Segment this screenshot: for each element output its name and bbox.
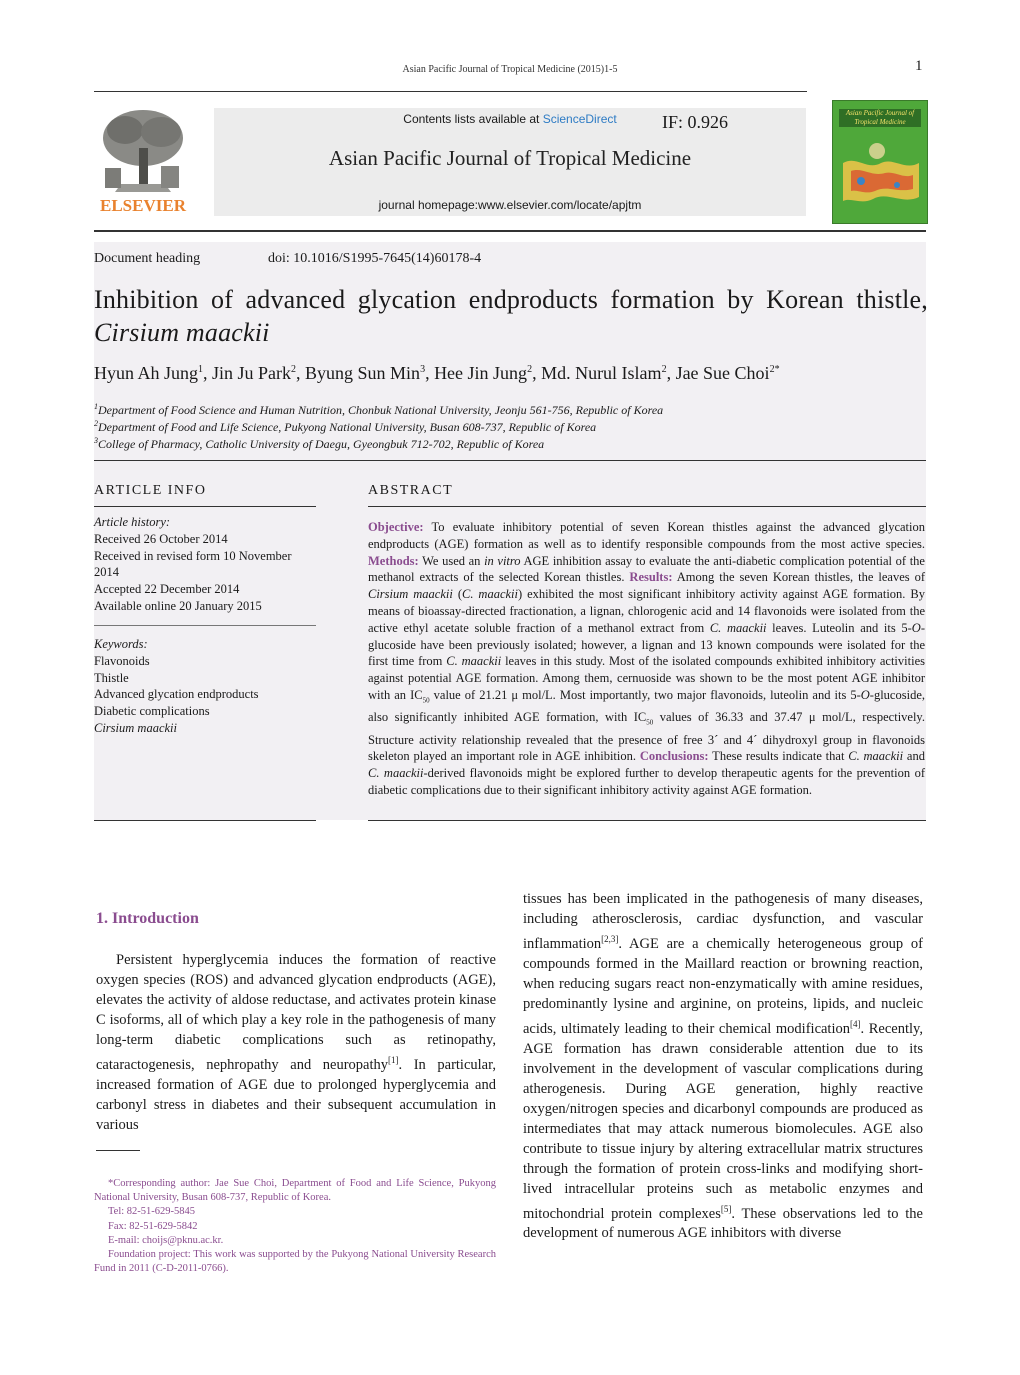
results-text: leaves. Luteolin and its 5- — [766, 620, 912, 635]
keywords — [94, 636, 259, 737]
author-affil-mark: 2 — [527, 364, 533, 375]
affiliation-mark: 1 — [94, 402, 98, 411]
methods-text: We used an — [418, 553, 485, 568]
objective-label: Objective: — [368, 520, 424, 534]
affiliation-rule — [94, 460, 926, 461]
footnotes — [94, 1177, 496, 1276]
footnote-rule — [96, 1150, 140, 1151]
email[interactable]: E-mail: choijs@pknu.ac.kr. — [108, 1234, 224, 1246]
running-head: Asian Pacific Journal of Tropical Medicine (2015)1-5 — [402, 64, 618, 75]
contents-prefix: Contents lists available at — [403, 112, 543, 126]
introduction-heading: 1. Introduction — [96, 910, 199, 927]
fax: Fax: 82-51-629-5842 — [108, 1220, 198, 1232]
results-text: -glucoside, also significantly inhibited AGE formation, with IC — [368, 687, 925, 725]
affiliation-mark: 2 — [94, 419, 98, 428]
banner-bottom-rule — [94, 230, 926, 232]
abstract-heading: ABSTRACT — [368, 483, 454, 498]
body-text: . Recently, AGE formation has drawn considerable attention due to its involvement in the development of vascular complications during atherogenesis. During AGE generation, highly reactive oxygen/nitrogen species and dicarbonyl compounds are produced as intermediates that may attack numerous biomolecules. AGE also contribute to tissue injury by altering extracellular matrix structures through the formation of protein cross-links and modifying short-lived intracellular proteins such as metabolic enzymes and mitochondrial protein complexes — [523, 1020, 923, 1222]
article-info-heading: ARTICLE INFO — [94, 483, 207, 498]
results-text: -glucoside have been previously isolated; however, a lignan and 13 known compounds were isolated for the first time from — [368, 620, 925, 669]
keyword: Flavonoids — [94, 653, 150, 668]
species-name: C. maackii — [446, 654, 502, 669]
impact-factor: IF: 0.926 — [662, 112, 729, 132]
methods-text: AGE inhibition assay to evaluate the anti-diabetic complication potential of the methanol extracts of the selected Korean thistles. — [368, 553, 925, 585]
author-name: Jin Ju Park — [212, 363, 292, 383]
elsevier-logo — [95, 104, 191, 216]
affiliation-2 — [94, 419, 596, 435]
results-label: Results: — [629, 570, 673, 585]
results-text: value of 21.21 μ mol/L. Most importantly, two major flavonoids, luteolin and its 5- — [429, 687, 861, 702]
accepted-date: Accepted 22 December 2014 — [94, 582, 240, 597]
results-text: Among the seven Korean thistles, the leaves of — [672, 570, 925, 585]
article-title — [94, 283, 928, 349]
keywords-rule — [94, 625, 316, 626]
conclusions-text: These results indicate that — [708, 749, 849, 764]
results-text: ) exhibited the most significant inhibitory activity against AGE formation. By means of bioassay-directed fractionation, a lignan, chlorogenic acid and 14 flavonoids were isolated from the active ethyl acetate soluble fraction of a methanol extract from — [368, 587, 925, 635]
abstract-text — [368, 519, 925, 799]
conclusions-text: -derived flavonoids might be explored further to develop therapeutic agents for the prevention of diabetic complications due to their significant inhibitory activity against AGE formation. — [368, 766, 925, 797]
affiliation-text: Department of Food Science and Human Nutrition, Chonbuk National University, Jeonju 561-756, Republic of Korea — [98, 403, 664, 417]
author-affil-mark: 3 — [420, 364, 426, 375]
author-affil-mark: 2 — [661, 364, 667, 375]
citation-ref[interactable]: [5] — [720, 1203, 732, 1214]
history-label: Article history: — [94, 515, 171, 529]
author-name: Hyun Ah Jung — [94, 363, 199, 383]
elsevier-wordmark: ELSEVIER — [100, 196, 186, 215]
results-text: leaves in this study. Most of the isolated compounds exhibited inhibitory activities against potential AGE formation. Among them, cernuoside was shown to be the most potent AGE inhibitor with an IC — [368, 654, 925, 702]
online-date: Available online 20 January 2015 — [94, 598, 262, 613]
journal-homepage[interactable]: journal homepage:www.elsevier.com/locate/apjtm — [378, 198, 642, 212]
species-name: C. maackii — [848, 749, 904, 764]
abstract-bottom-rule — [368, 820, 926, 821]
methods-label: Methods: — [368, 553, 419, 568]
results-text: ( — [452, 587, 462, 602]
author-name: Md. Nurul Islam — [541, 363, 662, 383]
body-text: . In particular, increased formation of AGE due to prolonged hyperglycemia and carbonyl stress in diabetes and their subsequent accumulation in various — [96, 1056, 496, 1133]
document-heading: Document heading — [94, 251, 201, 266]
species-name: Cirsium maackii — [368, 587, 453, 602]
doi[interactable]: doi: 10.1016/S1995-7645(14)60178-4 — [268, 251, 482, 266]
foundation-note: Foundation project: This work was supported by the Pukyong National University Research Fund in 2011 (C-D-2011-0766). — [94, 1249, 496, 1275]
keyword: Diabetic complications — [94, 704, 210, 719]
keywords-label: Keywords: — [94, 637, 148, 651]
cover-title: Asian Pacific Journal of Tropical Medicine — [839, 109, 921, 127]
results-text: values of 36.33 and 37.47 μ mol/L, respectively. Structure activity relationship revealed that the presence of free 3´ and 4´ dihydroxyl group in flavonoids skeleton played an important role in AGE inhibition. — [368, 710, 925, 764]
affiliation-3 — [94, 436, 544, 452]
author-name: Hee Jin Jung — [434, 363, 528, 383]
introduction-left-column — [96, 950, 496, 1135]
keyword: Cirsium maackii — [94, 720, 177, 735]
article-info-bottom-rule — [94, 820, 316, 821]
body-text: . AGE are a chemically heterogeneous group of compounds formed in the Maillard reaction or browning reaction, when reducing sugars react non-enzymatically with amine residues, predominantly lysine and arginine, on proteins, lipids, and nucleic acids, ultimately leading to their chemical modification — [523, 935, 923, 1037]
journal-cover — [832, 100, 928, 224]
article-info-rule — [94, 506, 316, 507]
article-title-species: Cirsium maackii — [94, 318, 270, 347]
author-name: Byung Sun Min — [305, 363, 421, 383]
species-name: C. maackii — [709, 620, 767, 635]
telephone: Tel: 82-51-629-5845 — [108, 1206, 196, 1218]
citation-ref[interactable]: [2,3] — [601, 934, 619, 944]
sciencedirect-link[interactable]: ScienceDirect — [542, 112, 617, 126]
author-affil-mark: 2* — [769, 364, 780, 375]
ic50-subscript: 50 — [422, 696, 430, 705]
top-rule — [94, 91, 807, 92]
corresponding-author-note: *Corresponding author: Jae Sue Choi, Department of Food and Life Science, Pukyong National University, Busan 608-737, Republic of Korea. — [94, 1178, 496, 1204]
author-affil-mark: 2 — [291, 364, 297, 375]
page-number: 1 — [915, 58, 923, 74]
keyword: Advanced glycation endproducts — [94, 687, 259, 702]
abstract-rule — [368, 506, 926, 507]
methods-text: in vitro — [484, 553, 521, 568]
article-history — [94, 514, 292, 615]
keyword: Thistle — [94, 670, 129, 685]
affiliation-1 — [94, 402, 663, 418]
citation-ref[interactable]: [1] — [388, 1055, 399, 1065]
revised-year: 2014 — [94, 565, 119, 580]
author-name: Jae Sue Choi — [675, 363, 770, 383]
author-affil-mark: 1 — [198, 364, 204, 375]
ic50-subscript: 50 — [646, 718, 654, 727]
body-text: . These observations led to the development of numerous AGE inhibitors with diverse — [523, 1205, 923, 1242]
body-text: Persistent hyperglycemia induces the formation of reactive oxygen species (ROS) and advanced glycation endproducts (AGE), elevates the activity of aldose reductase, and activates protein kinase C isoforms, all of which play a key role in the pathogenesis of many long-term diabetic complications such as retinopathy, cataractogenesis, nephropathy and neuropathy — [96, 952, 496, 1073]
article-title-main: Inhibition of advanced glycation endproducts formation by Korean thistle, — [94, 285, 928, 314]
affiliation-text: College of Pharmacy, Catholic University of Daegu, Gyeongbuk 712-702, Republic of Korea — [98, 437, 545, 451]
affiliation-mark: 3 — [94, 436, 98, 445]
results-text: O — [860, 687, 870, 702]
body-text: tissues has been implicated in the pathogenesis of many diseases, including atherosclerosis, cardiac dysfunction, and vascular inflammation — [523, 891, 923, 952]
journal-title: Asian Pacific Journal of Tropical Medicine — [328, 146, 692, 170]
revised-date: Received in revised form 10 November — [94, 548, 292, 563]
objective-text: To evaluate inhibitory potential of seven Korean thistles against the advanced glycation endproducts (AGE) formation as well as to identify responsible compounds from the most active species. — [368, 520, 925, 551]
affiliation-text: Department of Food and Life Science, Pukyong National University, Busan 608-737, Republic of Korea — [98, 420, 597, 434]
results-text: O — [911, 620, 921, 635]
received-date: Received 26 October 2014 — [94, 531, 228, 546]
conclusions-label: Conclusions: — [639, 749, 709, 764]
citation-ref[interactable]: [4] — [850, 1018, 861, 1029]
introduction-right-column — [523, 889, 923, 1243]
species-name: C. maackii — [368, 766, 424, 781]
species-name: C. maackii — [461, 587, 518, 602]
author-list: Hyun Ah Jung$^1$, Jin Ju Park$^2$, Byung Sun Min$^3$, Hee Jin Jung$^2$, Md. Nurul Islam$^2$, Jae Sue Choi$^{2*}$ — [94, 363, 780, 383]
conclusions-text: and — [903, 749, 925, 764]
